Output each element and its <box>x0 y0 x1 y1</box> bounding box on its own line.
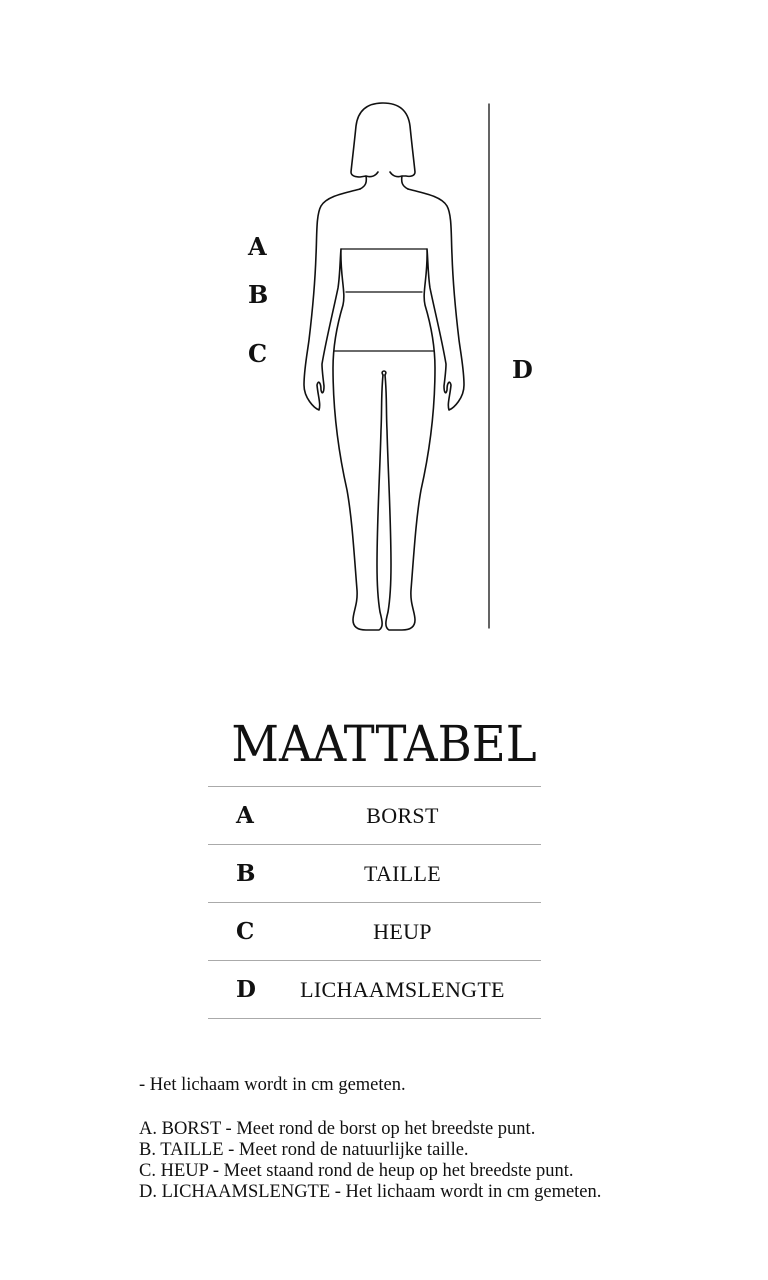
row-letter: A <box>236 802 254 829</box>
table-row-hip <box>208 903 541 961</box>
table-row-height <box>208 961 541 1019</box>
row-letter: C <box>236 918 255 945</box>
note-hip: C. HEUP - Meet staand rond de heup op het breedste punt. <box>139 1161 574 1181</box>
head-outline <box>351 103 415 189</box>
row-letter: B <box>236 860 256 887</box>
bust-letter: A <box>248 232 267 261</box>
page-title: MAATTABEL <box>231 715 537 773</box>
table-row-waist <box>208 845 541 903</box>
body-outline-right <box>385 189 464 630</box>
height-letter: D <box>512 355 533 384</box>
measurement-notes <box>139 1075 739 1203</box>
note-height: D. LICHAAMSLENGTE - Het lichaam wordt in cm gemeten. <box>139 1182 602 1202</box>
row-letter: D <box>236 976 256 1003</box>
row-label: BORST <box>366 803 439 828</box>
note-waist: B. TAILLE - Meet rond de natuurlijke taille. <box>139 1140 469 1160</box>
size-table <box>208 786 541 1019</box>
table-row-bust <box>208 787 541 845</box>
row-label: HEUP <box>373 919 432 944</box>
hip-letter: C <box>248 339 268 368</box>
crotch-outline <box>382 371 386 375</box>
waist-letter: B <box>248 280 269 309</box>
notes-intro: - Het lichaam wordt in cm gemeten. <box>139 1075 406 1095</box>
row-label: LICHAAMSLENGTE <box>300 977 505 1002</box>
note-bust: A. BORST - Meet rond de borst op het breedste punt. <box>139 1119 536 1139</box>
body-outline-left <box>304 189 383 630</box>
row-label: TAILLE <box>363 861 441 886</box>
